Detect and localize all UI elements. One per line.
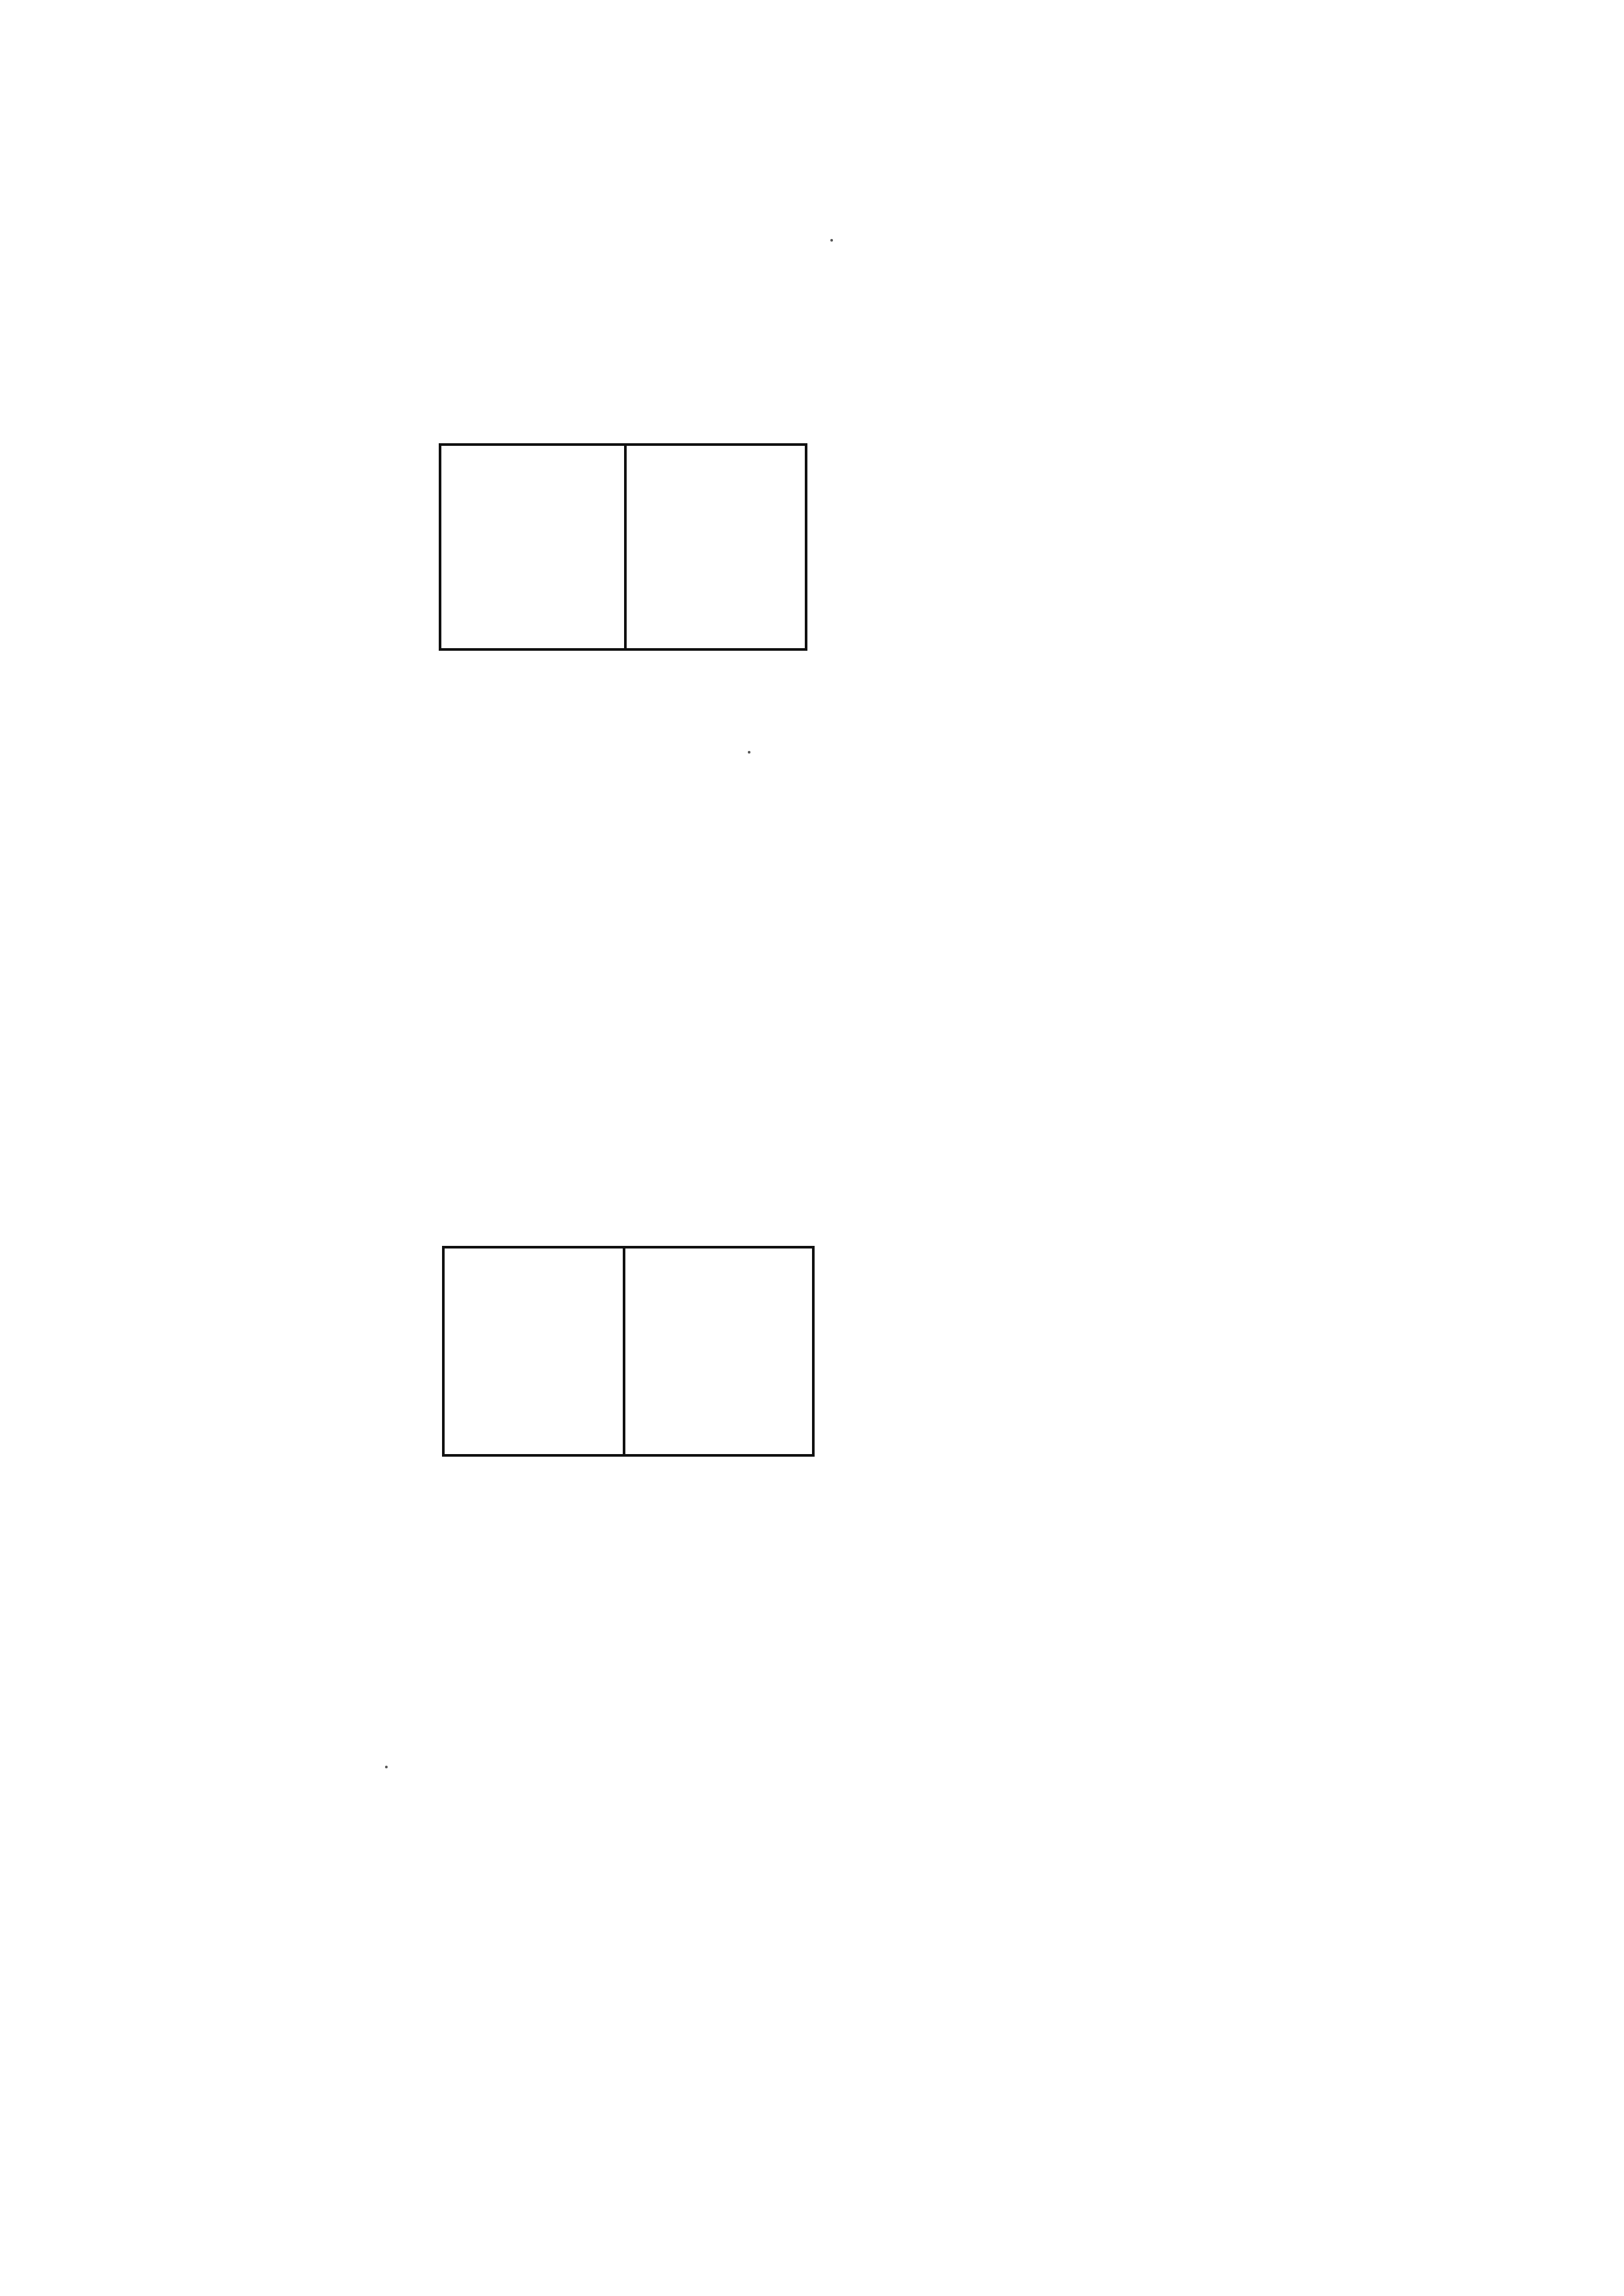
stamp-image	[458, 766, 610, 945]
stamp-image	[455, 1262, 611, 1445]
stamp-image	[650, 759, 801, 944]
stamp-image	[638, 1262, 801, 1445]
stamp-pair-1875	[439, 443, 807, 651]
stamp-image	[465, 1568, 617, 1758]
stamp-pair-1877	[442, 1246, 815, 1457]
stamp-image	[640, 455, 796, 638]
stamp-image	[454, 455, 610, 638]
